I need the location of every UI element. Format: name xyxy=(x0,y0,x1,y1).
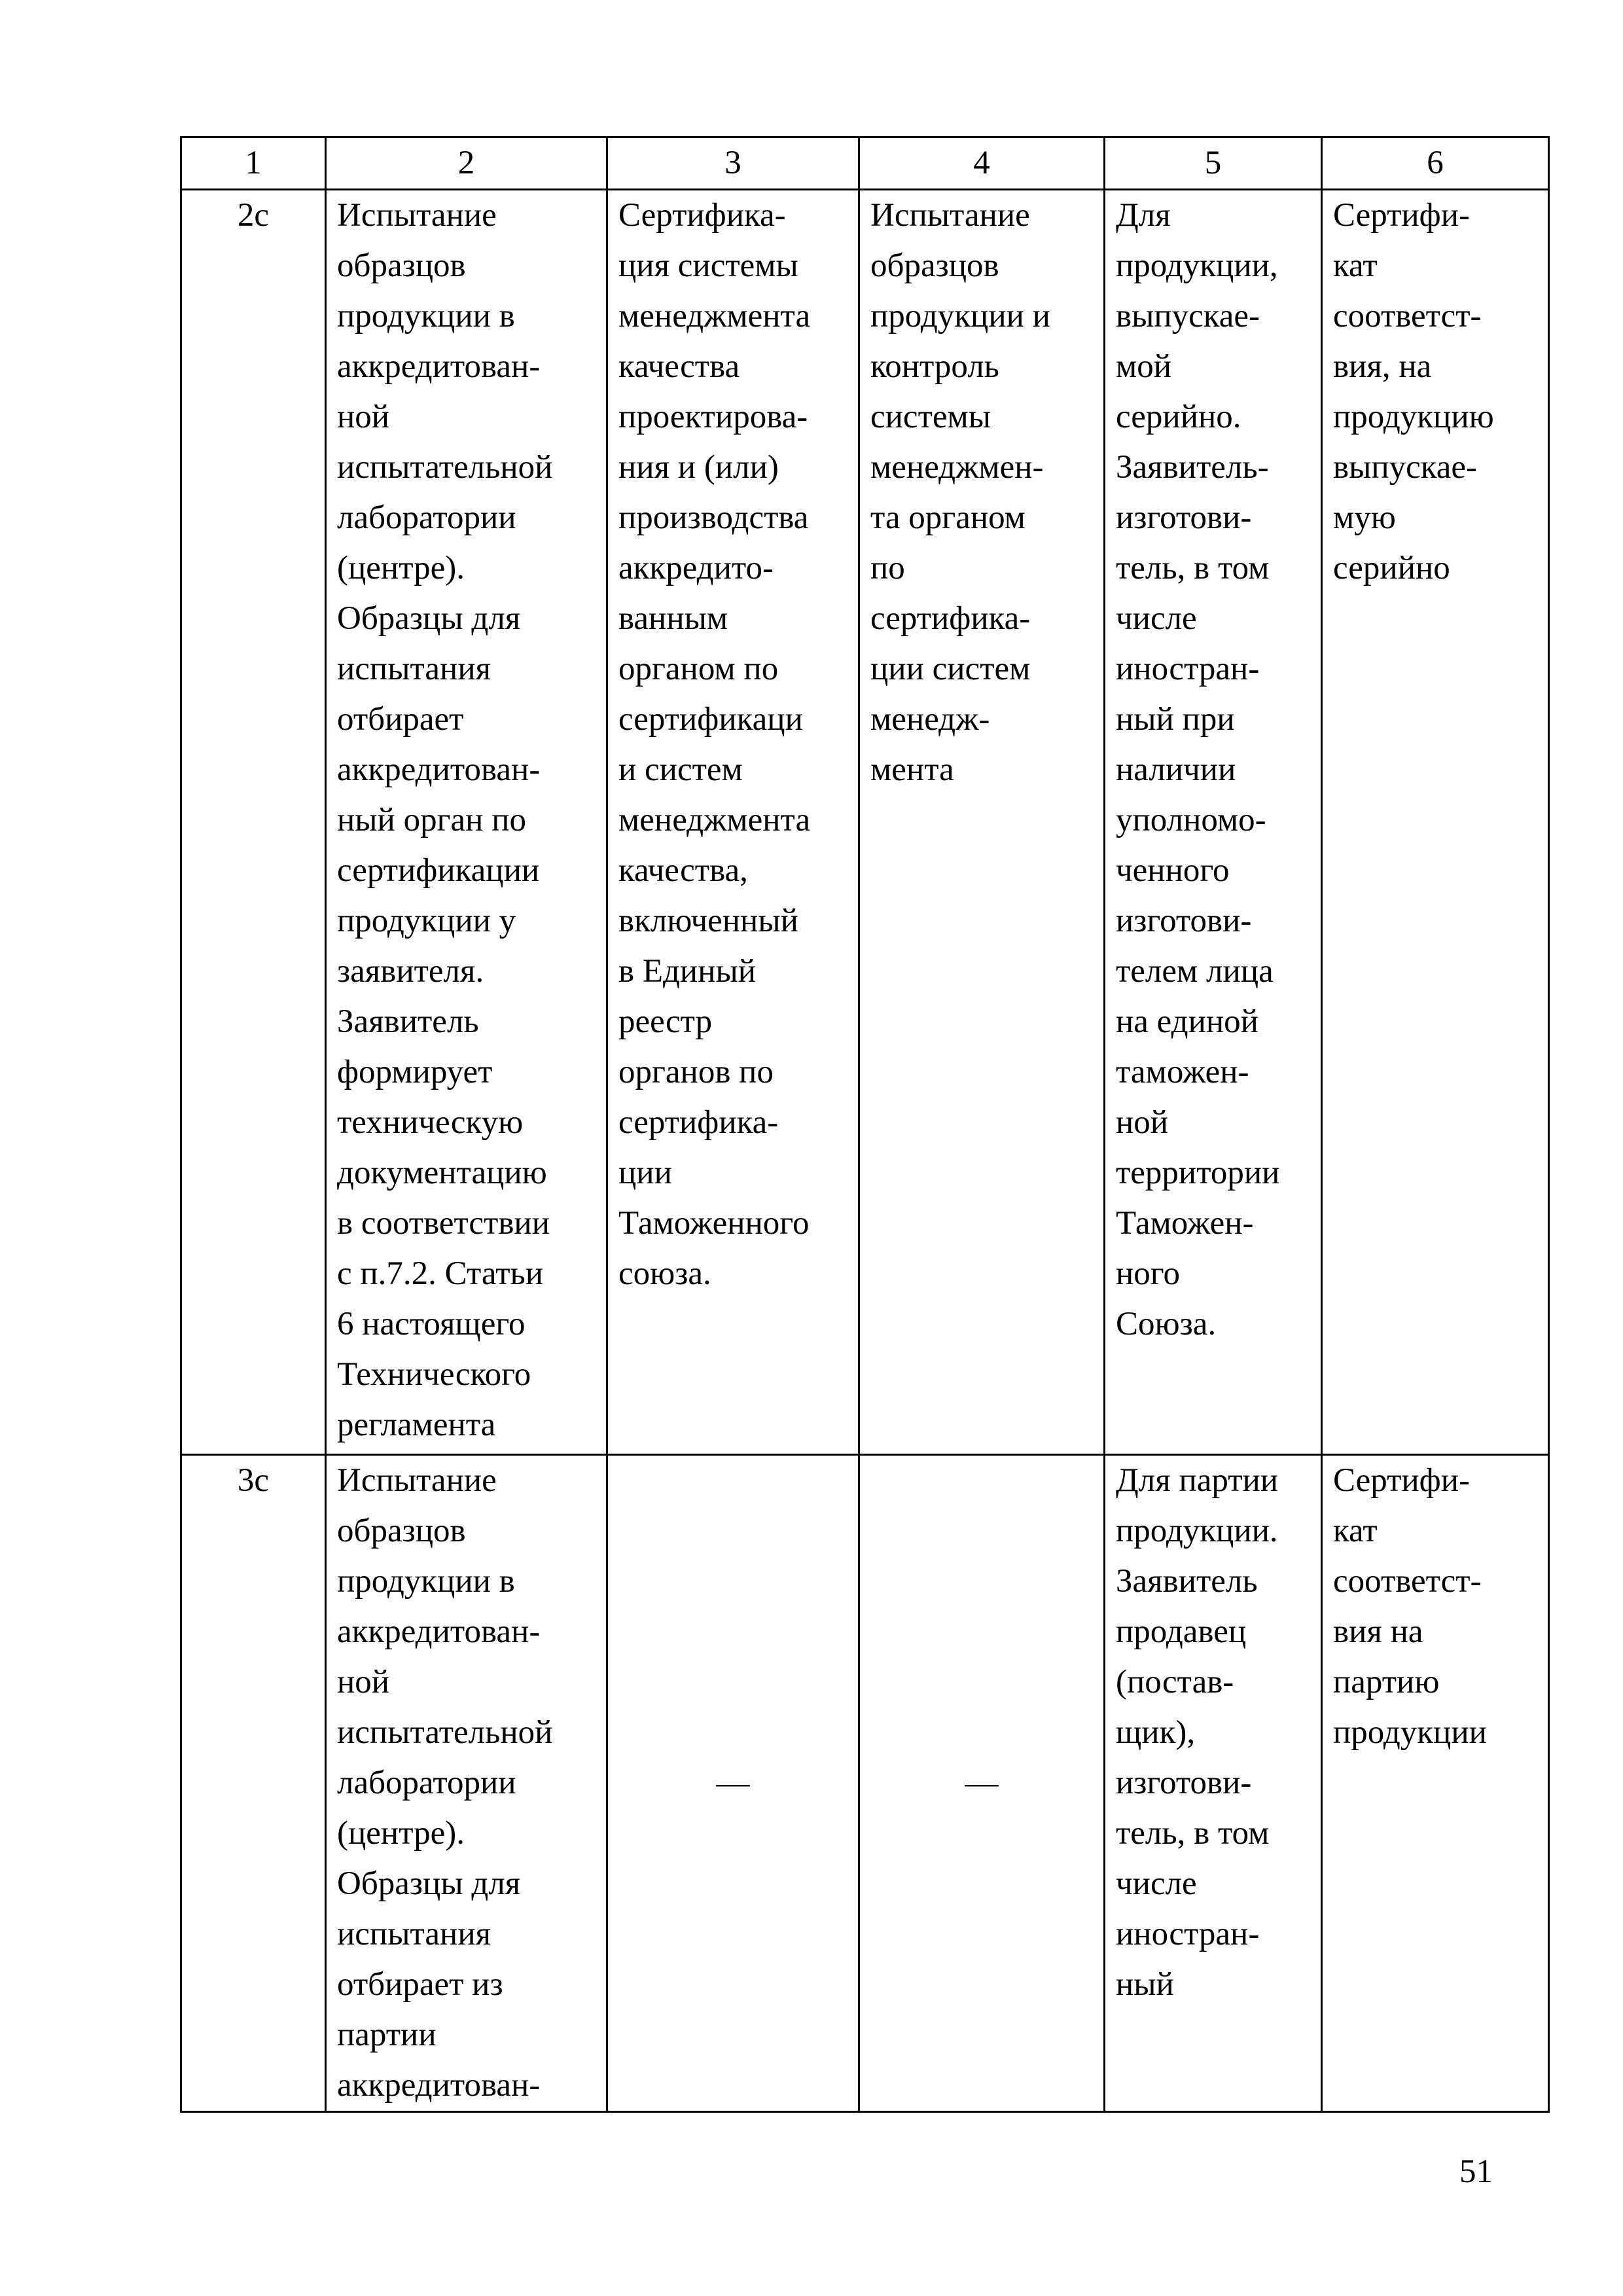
cell-text-line: ванным xyxy=(618,600,728,637)
cell-text-line: системы xyxy=(870,399,991,435)
cell-text-line: по xyxy=(870,550,905,586)
cell-text-line: Сертифика- xyxy=(618,197,786,234)
cell-text-line: мую xyxy=(1333,499,1396,536)
cell-text-line: и систем xyxy=(618,751,743,788)
cell-text-line: ной xyxy=(1116,1104,1169,1141)
certification-schemes-table xyxy=(180,136,1550,2113)
column-number-6: 6 xyxy=(1322,137,1549,190)
cell-text-line: аккредитован- xyxy=(337,751,541,788)
cell-3c-col4-dash: — xyxy=(859,1455,1105,2112)
cell-text-line: серийно xyxy=(1333,550,1450,586)
page-number: 51 xyxy=(1459,2153,1493,2190)
cell-text-line: Заявитель- xyxy=(1116,449,1269,486)
cell-text-line: Сертифи- xyxy=(1333,1462,1471,1499)
cell-text-line: испытания xyxy=(337,1916,491,1952)
cell-text-line: регламента xyxy=(337,1407,496,1443)
cell-text-line: Заявитель xyxy=(1116,1563,1258,1600)
cell-text-line: испытательной xyxy=(337,449,553,486)
column-number-3: 3 xyxy=(607,137,859,190)
cell-text-line: качества xyxy=(618,348,740,385)
cell-text-line: Таможен- xyxy=(1116,1205,1254,1242)
cell-text-line: Технического xyxy=(337,1356,531,1393)
cell-text-line: ной xyxy=(337,1664,390,1700)
cell-text-line: менедж- xyxy=(870,701,990,738)
cell-text-line: наличии xyxy=(1116,751,1236,788)
cell-text-line: на единой xyxy=(1116,1003,1258,1040)
cell-text-line: Образцы для xyxy=(337,1865,521,1902)
table-row-3c xyxy=(181,1455,1549,2112)
cell-text-line: (центре). xyxy=(337,1815,465,1852)
column-number-2: 2 xyxy=(326,137,607,190)
cell-text-line: продукции и xyxy=(870,298,1050,334)
cell-text-line: щик), xyxy=(1116,1714,1196,1751)
cell-text-line: аккредитован- xyxy=(337,348,541,385)
cell-text-line: ции xyxy=(618,1155,672,1191)
cell-text-line: документацию xyxy=(337,1155,547,1191)
cell-text-line: аккредитован- xyxy=(337,2067,541,2104)
cell-text-line: сертификации xyxy=(337,852,540,889)
cell-text-line: продукции xyxy=(1333,1714,1487,1751)
cell-text-line: сертифика- xyxy=(870,600,1031,637)
cell-text-line: продукции. xyxy=(1116,1513,1278,1549)
cell-3c-col6 xyxy=(1322,1455,1549,2112)
cell-3c-col2 xyxy=(326,1455,607,2112)
cell-text-line: менеджмен- xyxy=(870,449,1044,486)
cell-text-line: Испытание xyxy=(870,197,1030,234)
cell-text-line: сертификаци xyxy=(618,701,803,738)
cell-text-line: Для xyxy=(1116,197,1171,234)
cell-text-line: включенный xyxy=(618,903,798,939)
column-number-1: 1 xyxy=(181,137,326,190)
cell-text-line: мой xyxy=(1116,348,1172,385)
cell-text-line: серийно. xyxy=(1116,399,1241,435)
cell-text-line: менеджмента xyxy=(618,298,811,334)
column-number-4: 4 xyxy=(859,137,1105,190)
scheme-id-cell: 3с xyxy=(181,1455,326,2112)
cell-text-line: (постав- xyxy=(1116,1664,1234,1700)
cell-text-line: формирует xyxy=(337,1054,493,1090)
cell-text-line: выпускае- xyxy=(1116,298,1260,334)
cell-text-line: изготови- xyxy=(1116,903,1252,939)
cell-text-line: продавец xyxy=(1116,1613,1247,1650)
cell-text-line: ной xyxy=(337,399,390,435)
cell-text-line: органов по xyxy=(618,1054,774,1090)
cell-text-line: вия, на xyxy=(1333,348,1432,385)
cell-text-line: Таможенного xyxy=(618,1205,810,1242)
cell-text-line: лаборатории xyxy=(337,499,516,536)
column-number-5: 5 xyxy=(1105,137,1322,190)
cell-text-line: аккредитован- xyxy=(337,1613,541,1650)
cell-text-line: сертифика- xyxy=(618,1104,779,1141)
cell-text-line: образцов xyxy=(337,1513,466,1549)
cell-text-line: ного xyxy=(1116,1255,1180,1292)
cell-2c-col3 xyxy=(607,190,859,1455)
cell-text-line: тель, в том xyxy=(1116,1815,1270,1852)
cell-text-line: выпускае- xyxy=(1333,449,1478,486)
cell-text-line: заявителя. xyxy=(337,953,484,990)
cell-text-line: кат xyxy=(1333,1513,1378,1549)
cell-3c-col3-dash: — xyxy=(607,1455,859,2112)
cell-text-line: союза. xyxy=(618,1255,711,1292)
cell-text-line: отбирает из xyxy=(337,1966,503,2003)
cell-text-line: ный xyxy=(1116,1966,1174,2003)
cell-text-line: испытательной xyxy=(337,1714,553,1751)
cell-text-line: проектирова- xyxy=(618,399,808,435)
cell-text-line: испытания xyxy=(337,651,491,687)
cell-text-line: ния и (или) xyxy=(618,449,779,486)
cell-text-line: продукцию xyxy=(1333,399,1494,435)
cell-text-line: ченного xyxy=(1116,852,1230,889)
cell-text-line: с п.7.2. Статьи xyxy=(337,1255,544,1292)
cell-text-line: продукции в xyxy=(337,298,515,334)
cell-text-line: менеджмента xyxy=(618,802,811,838)
cell-text-line: продукции, xyxy=(1116,247,1278,284)
cell-text-line: Союза. xyxy=(1116,1306,1217,1342)
cell-text-line: тель, в том xyxy=(1116,550,1270,586)
cell-text-line: числе xyxy=(1116,600,1197,637)
cell-text-line: аккредито- xyxy=(618,550,774,586)
cell-2c-col2 xyxy=(326,190,607,1455)
scheme-id-cell: 2с xyxy=(181,190,326,1455)
cell-text-line: Для партии xyxy=(1116,1462,1279,1499)
cell-2c-col5 xyxy=(1105,190,1322,1455)
cell-text-line: образцов xyxy=(337,247,466,284)
cell-text-line: Образцы для xyxy=(337,600,521,637)
cell-text-line: уполномо- xyxy=(1116,802,1266,838)
cell-text-line: таможен- xyxy=(1116,1054,1249,1090)
cell-text-line: партию xyxy=(1333,1664,1440,1700)
cell-3c-col5 xyxy=(1105,1455,1322,2112)
cell-text-line: продукции в xyxy=(337,1563,515,1600)
cell-text-line: Испытание xyxy=(337,1462,497,1499)
cell-text-line: Заявитель xyxy=(337,1003,479,1040)
cell-text-line: изготови- xyxy=(1116,1765,1252,1801)
cell-text-line: ный орган по xyxy=(337,802,526,838)
cell-text-line: (центре). xyxy=(337,550,465,586)
cell-text-line: производства xyxy=(618,499,809,536)
cell-text-line: качества, xyxy=(618,852,748,889)
cell-text-line: в соответствии xyxy=(337,1205,550,1242)
cell-text-line: числе xyxy=(1116,1865,1197,1902)
cell-text-line: реестр xyxy=(618,1003,713,1040)
cell-text-line: соответст- xyxy=(1333,1563,1482,1600)
cell-text-line: та органом xyxy=(870,499,1026,536)
cell-text-line: партии xyxy=(337,2017,437,2053)
cell-text-line: кат xyxy=(1333,247,1378,284)
cell-text-line: ции систем xyxy=(870,651,1031,687)
cell-text-line: органом по xyxy=(618,651,779,687)
cell-text-line: образцов xyxy=(870,247,999,284)
cell-text-line: контроль xyxy=(870,348,999,385)
cell-text-line: продукции у xyxy=(337,903,516,939)
cell-2c-col4 xyxy=(859,190,1105,1455)
cell-text-line: техническую xyxy=(337,1104,524,1141)
cell-text-line: мента xyxy=(870,751,954,788)
cell-text-line: в Единый xyxy=(618,953,757,990)
cell-text-line: 6 настоящего xyxy=(337,1306,526,1342)
table-row-2c xyxy=(181,190,1549,1455)
cell-2c-col6 xyxy=(1322,190,1549,1455)
cell-text-line: соответст- xyxy=(1333,298,1482,334)
cell-text-line: изготови- xyxy=(1116,499,1252,536)
table-header-row xyxy=(181,137,1549,190)
cell-text-line: Сертифи- xyxy=(1333,197,1471,234)
cell-text-line: иностран- xyxy=(1116,651,1260,687)
cell-text-line: ция системы xyxy=(618,247,798,284)
cell-text-line: вия на xyxy=(1333,1613,1423,1650)
cell-text-line: Испытание xyxy=(337,197,497,234)
cell-text-line: телем лица xyxy=(1116,953,1274,990)
cell-text-line: территории xyxy=(1116,1155,1280,1191)
cell-text-line: отбирает xyxy=(337,701,464,738)
cell-text-line: иностран- xyxy=(1116,1916,1260,1952)
cell-text-line: лаборатории xyxy=(337,1765,516,1801)
cell-text-line: ный при xyxy=(1116,701,1235,738)
